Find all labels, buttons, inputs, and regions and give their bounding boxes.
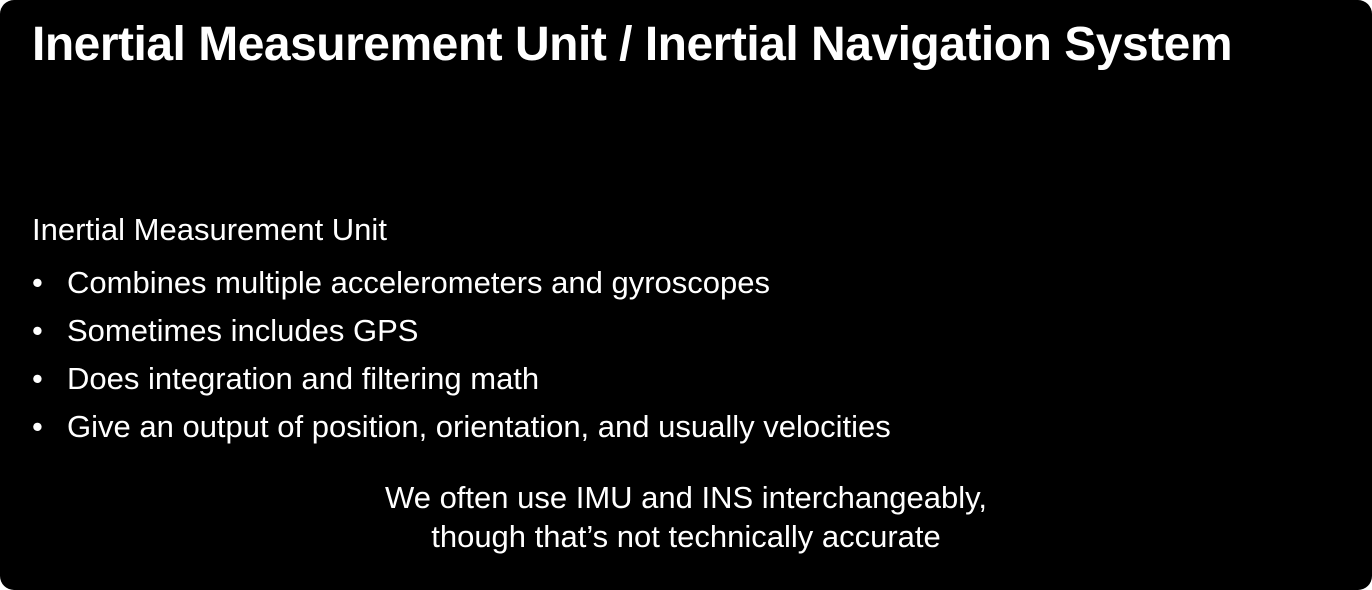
footnote-line-1: We often use IMU and INS interchangeably,	[385, 480, 987, 515]
bullet-dot-icon: •	[32, 361, 43, 396]
bullet-text: Sometimes includes GPS	[67, 313, 419, 348]
bullet-list	[32, 259, 891, 451]
list-item	[32, 355, 891, 403]
list-item	[32, 403, 891, 451]
slide-title: Inertial Measurement Unit / Inertial Navigation System	[32, 18, 1232, 71]
list-item	[32, 307, 891, 355]
bullet-dot-icon: •	[32, 313, 43, 348]
footnote-line-2: though that’s not technically accurate	[431, 519, 941, 554]
list-item	[32, 259, 891, 307]
footnote	[0, 478, 1372, 556]
section-heading: Inertial Measurement Unit	[32, 212, 387, 247]
bullet-text: Does integration and filtering math	[67, 361, 540, 396]
bullet-dot-icon: •	[32, 265, 43, 300]
bullet-text: Give an output of position, orientation, and usually velocities	[67, 409, 891, 444]
bullet-dot-icon: •	[32, 409, 43, 444]
bullet-text: Combines multiple accelerometers and gyroscopes	[67, 265, 770, 300]
